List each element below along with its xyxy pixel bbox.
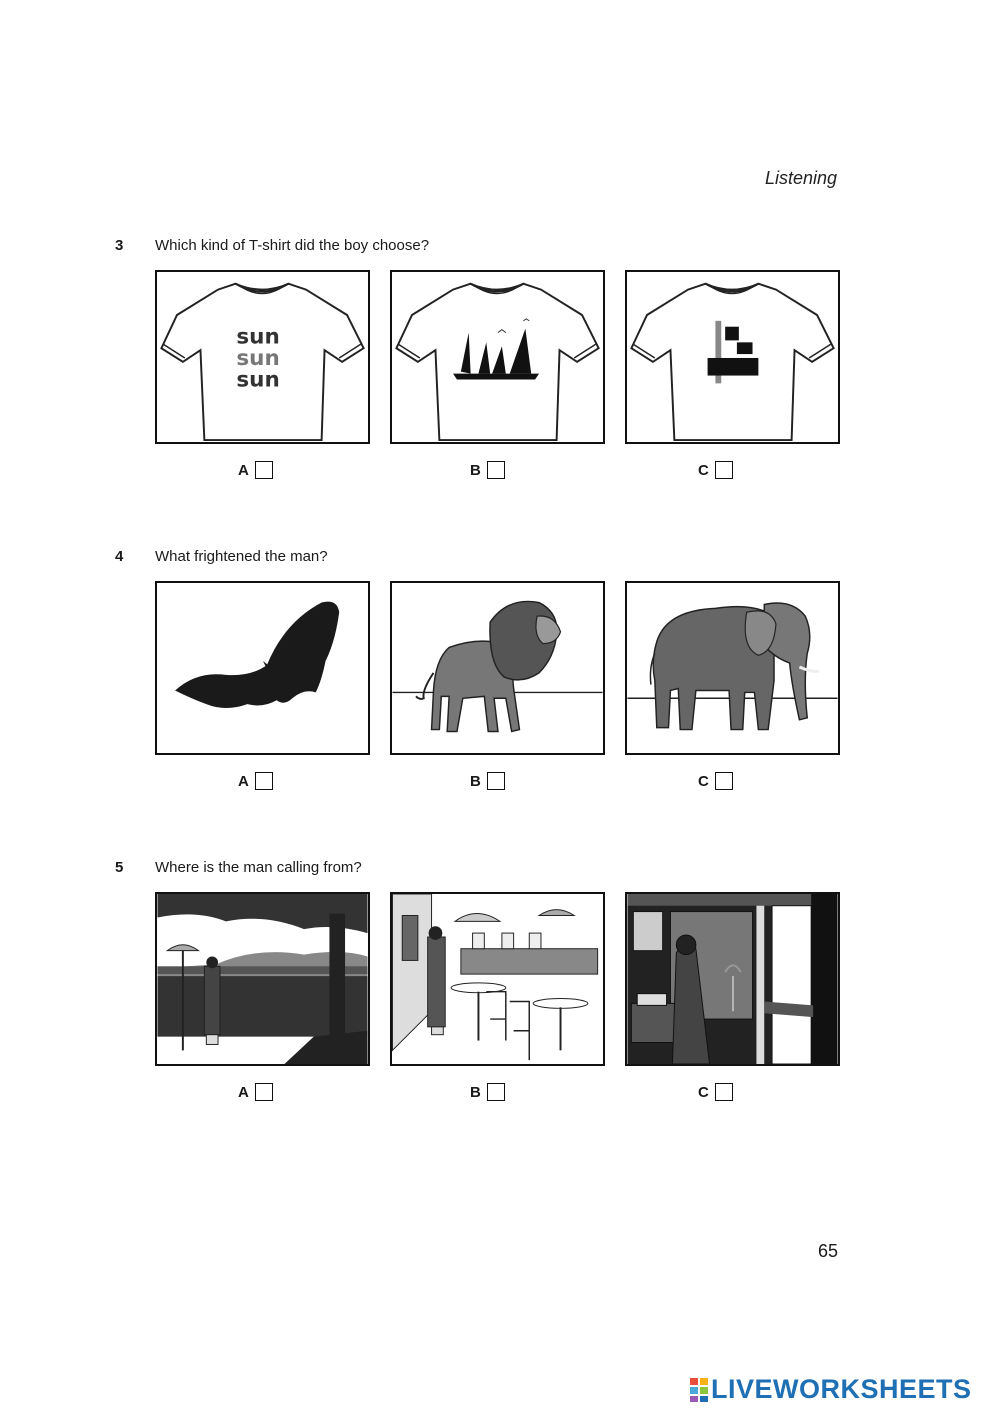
choice-c xyxy=(698,459,733,481)
choice-b xyxy=(470,1081,505,1103)
answer-checkbox-b[interactable] xyxy=(487,1083,505,1101)
answer-checkbox-c[interactable] xyxy=(715,772,733,790)
tshirt-sun-picture xyxy=(155,270,370,444)
question-text: Which kind of T-shirt did the boy choose? xyxy=(155,237,430,254)
choice-a xyxy=(238,459,273,481)
brand-name[interactable]: LIVEWORKSHEETS xyxy=(711,1374,972,1404)
page-number: 65 xyxy=(818,1241,839,1261)
question-text: Where is the man calling from? xyxy=(155,859,362,876)
question-number: 3 xyxy=(115,237,124,254)
park-phone-scene-picture xyxy=(155,892,370,1066)
choice-letter: A xyxy=(238,772,249,790)
choice-letter: A xyxy=(238,1083,249,1101)
choice-a xyxy=(238,770,273,792)
shirt-text-1: sun xyxy=(236,324,280,350)
choice-c xyxy=(698,1081,733,1103)
home-phone-scene-picture xyxy=(625,892,840,1066)
choice-letter: B xyxy=(470,772,481,790)
choice-b xyxy=(470,770,505,792)
elephant-picture xyxy=(625,581,840,755)
choice-letter: B xyxy=(470,461,481,479)
choice-letter: C xyxy=(698,461,709,479)
answer-checkbox-c[interactable] xyxy=(715,461,733,479)
answer-checkbox-b[interactable] xyxy=(487,772,505,790)
cafe-phone-scene-picture xyxy=(390,892,605,1066)
choice-letter: B xyxy=(470,1083,481,1101)
answer-checkbox-a[interactable] xyxy=(255,1083,273,1101)
liveworksheets-logo-icon xyxy=(690,1378,708,1402)
choice-b xyxy=(470,459,505,481)
question-number: 5 xyxy=(115,859,124,876)
question-number: 4 xyxy=(115,548,124,565)
lion-picture xyxy=(390,581,605,755)
tshirt-geometric-picture xyxy=(625,270,840,444)
answer-checkbox-c[interactable] xyxy=(715,1083,733,1101)
liveworksheets-brand xyxy=(690,1374,972,1405)
answer-checkbox-a[interactable] xyxy=(255,461,273,479)
tshirt-sailboats-picture xyxy=(390,270,605,444)
answer-checkbox-a[interactable] xyxy=(255,772,273,790)
choice-letter: C xyxy=(698,1083,709,1101)
choice-a xyxy=(238,1081,273,1103)
shirt-text-3: sun xyxy=(236,367,280,393)
choice-c xyxy=(698,770,733,792)
choice-letter: C xyxy=(698,772,709,790)
bat-picture xyxy=(155,581,370,755)
section-label: Listening xyxy=(765,168,838,188)
shirt-text-2: sun xyxy=(236,345,280,371)
question-text: What frightened the man? xyxy=(155,548,328,565)
choice-letter: A xyxy=(238,461,249,479)
answer-checkbox-b[interactable] xyxy=(487,461,505,479)
